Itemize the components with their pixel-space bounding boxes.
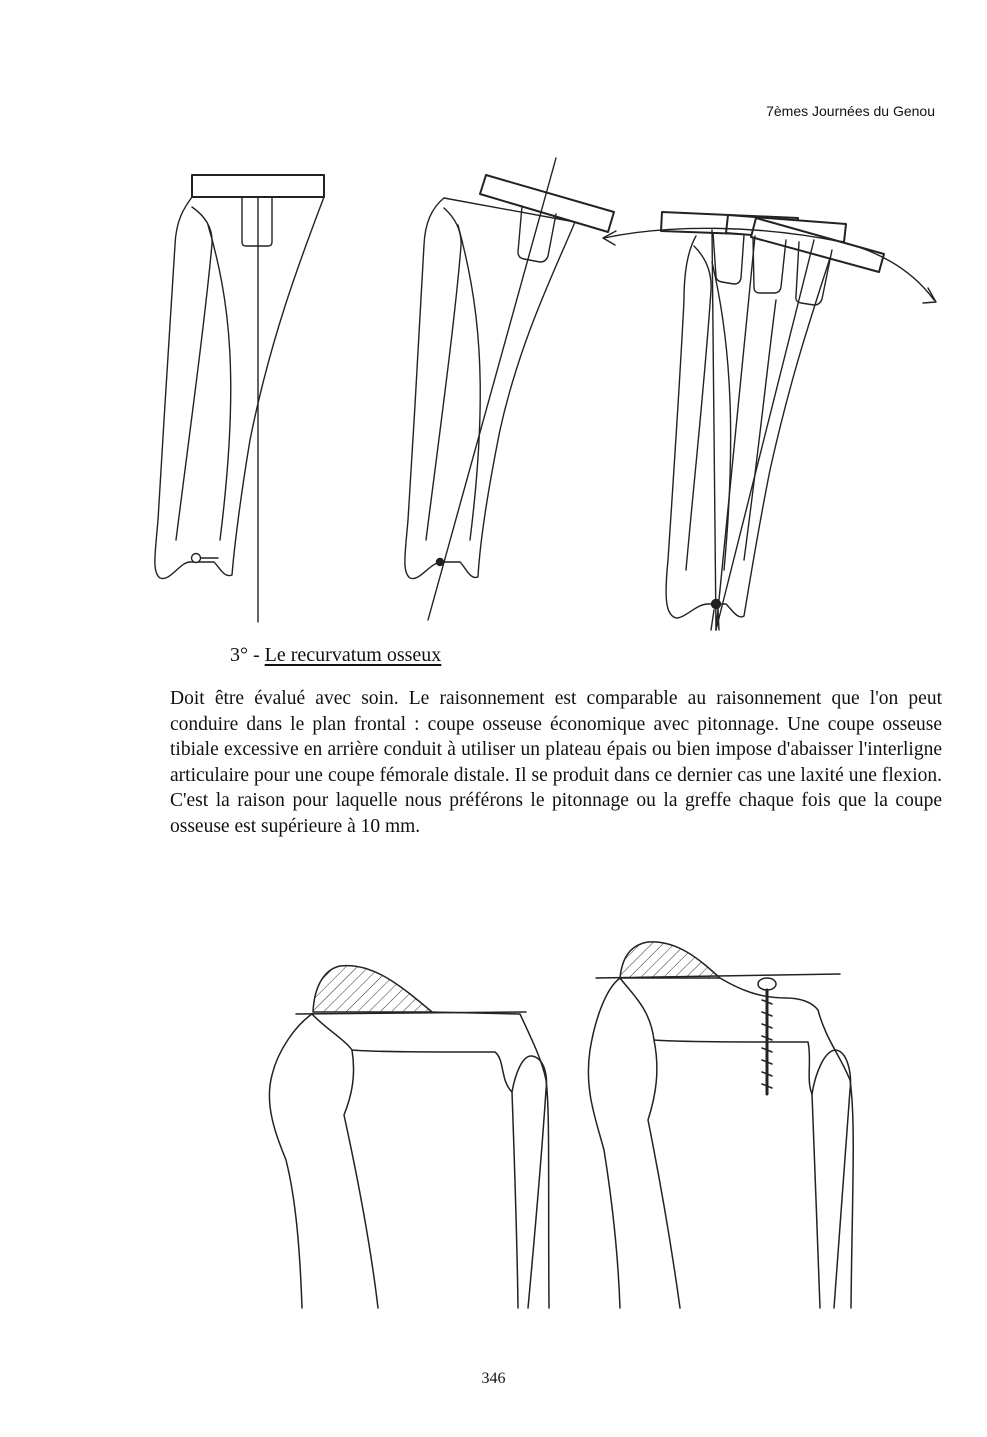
- plateau-drawing-right: [588, 942, 853, 1308]
- section-title: Le recurvatum osseux: [264, 644, 442, 666]
- tibia-outline: [405, 198, 575, 579]
- tibia-drawing-multiple-tilts: [603, 212, 936, 630]
- tibia-outline: [666, 236, 830, 618]
- mechanical-axis-tilted: [428, 158, 556, 620]
- tibial-tray-tilted: [480, 175, 614, 232]
- section-separator: -: [248, 644, 265, 666]
- pivot-point: [192, 554, 201, 563]
- resected-wedge: [313, 966, 432, 1012]
- running-header: 7èmes Journées du Genou: [766, 103, 935, 119]
- tibial-keel: [242, 197, 272, 246]
- page-number: 346: [481, 1370, 506, 1387]
- plateau-cut-figure: [0, 940, 987, 1360]
- fibula-outline: [426, 208, 461, 540]
- tibia-shaft-outline: [269, 1014, 312, 1308]
- resected-wedge: [620, 942, 720, 978]
- tibial-tray: [192, 175, 324, 197]
- tibia-cut-figure: [0, 0, 987, 640]
- tibia-drawing-tilted: [405, 158, 614, 620]
- pivot-point: [712, 600, 721, 609]
- tibia-outline: [155, 197, 324, 579]
- tibia-drawing-neutral: [155, 175, 324, 622]
- tibia-shaft-outline: [588, 978, 620, 1308]
- body-paragraph: Doit être évalué avec soin. Le raisonnement est comparable au raisonnement que l'on peut conduire dans le plan frontal : coupe osseuse économique avec pitonnage. Une coupe osseuse tibiale excessive en arrière conduit à utiliser un plateau épais ou bien impose d'abaisser l'interligne articulaire pour une coupe fémorale distale. Il se produit dans ce dernier cas une laxité une flexion. C'est la raison pour laquelle nous préférons le pitonnage ou la greffe chaque fois que la coupe osseuse est supérieure à 10 mm.: [170, 688, 942, 837]
- fibula-outline: [176, 207, 212, 540]
- section-number: 3°: [230, 644, 248, 666]
- pivot-point: [437, 559, 444, 566]
- fibula-outline: [812, 1050, 850, 1308]
- section-heading: [230, 644, 441, 667]
- plateau-drawing-left: [269, 966, 549, 1308]
